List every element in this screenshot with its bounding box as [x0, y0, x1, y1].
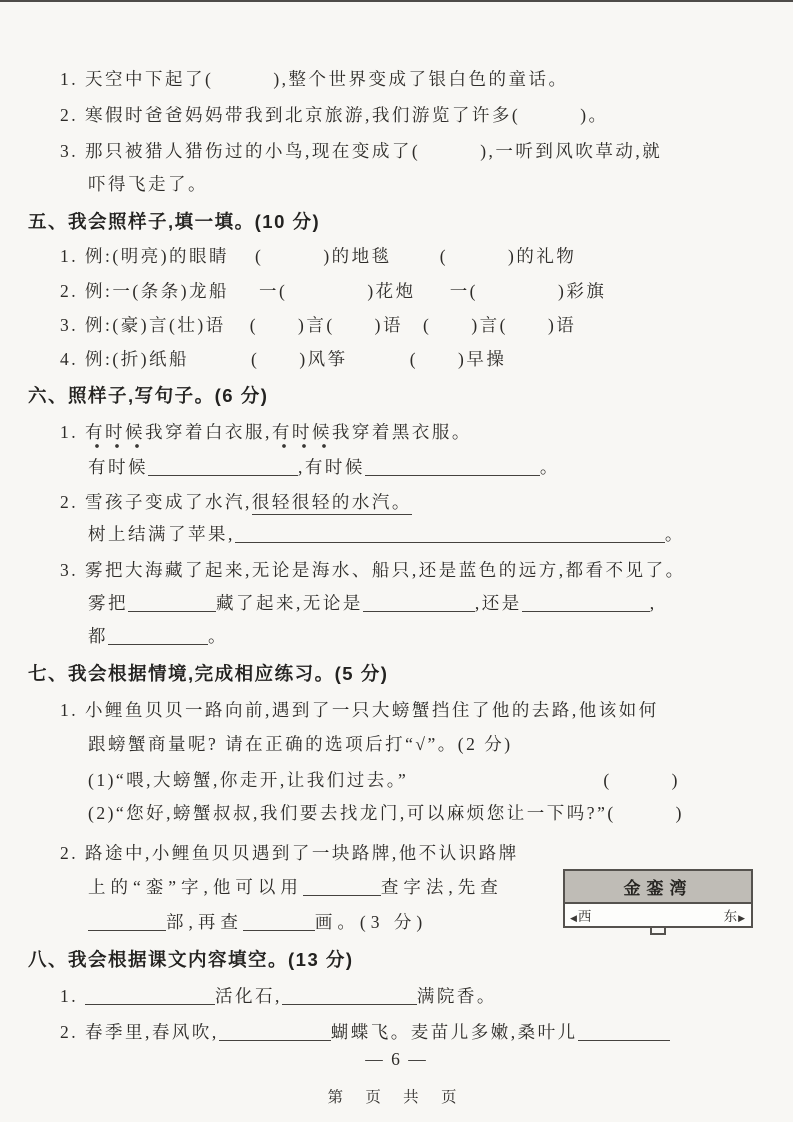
text-run: 画。(3 分) [314, 912, 428, 932]
text-run: ,还是 [474, 593, 522, 613]
question-line [60, 312, 576, 338]
question-line [60, 102, 609, 128]
footer-note-text: 第 页 共 页 [327, 1089, 466, 1106]
answer-blank[interactable] [243, 913, 315, 932]
text-run: 1. 例:(明亮)的眼睛 [60, 246, 230, 266]
answer-line [88, 454, 560, 480]
section-heading-5 [28, 209, 320, 235]
text-run: 雾把 [88, 593, 128, 613]
answer-paren[interactable]: ( ) [607, 803, 684, 823]
answer-blank[interactable] [148, 458, 298, 477]
answer-blank[interactable] [85, 987, 215, 1006]
text-run: 1. [60, 986, 85, 1006]
text-run: 1. [60, 422, 85, 442]
text-run: 我穿着黑衣服。 [331, 422, 472, 442]
option-text: (2)“您好,螃蟹叔叔,我们要去找龙门,可以麻烦您让一下吗?” [88, 803, 608, 823]
answer-line [88, 590, 657, 616]
road-sign-post [650, 926, 666, 935]
text-run: 一( )彩旗 [449, 281, 607, 301]
page-number-text: — 6 — [365, 1049, 428, 1069]
text-run: 吓得飞走了。 [88, 174, 208, 194]
text-run: ( )早操 [409, 349, 507, 369]
road-sign-title: 金銮湾 [565, 871, 751, 904]
question-line [60, 278, 606, 304]
answer-blank[interactable] [88, 913, 166, 932]
text-run: ( )言( )语 [423, 315, 577, 335]
text-run: ( )言( )语 [249, 315, 403, 335]
section-heading-6 [28, 383, 268, 409]
text-run: 2. 雪孩子变成了水汽, [60, 492, 252, 512]
question-line [60, 138, 662, 164]
west-arrow-icon: ◀ [570, 913, 578, 923]
answer-blank[interactable] [365, 458, 540, 477]
text-run: 。 [539, 457, 560, 477]
road-sign-directions [565, 904, 751, 926]
east-label: 东 [723, 909, 739, 924]
section-heading-7 [28, 661, 388, 687]
text-run: 查字法,先查 [380, 877, 503, 897]
text-run: ( )的礼物 [439, 246, 577, 266]
text-run: 2. 路途中,小鲤鱼贝贝遇到了一块路牌,他不认识路牌 [60, 843, 519, 863]
question-line [60, 557, 686, 583]
east-direction [724, 905, 746, 925]
text-run: 一( )花炮 [259, 281, 416, 301]
answer-line [88, 874, 503, 900]
text-run: 2. 寒假时爸爸妈妈带我到北京旅游,我们游览了许多( )。 [60, 105, 609, 125]
text-run: 2. 例:一(条条)龙船 [60, 281, 230, 301]
question-line [88, 731, 513, 757]
underlined-text: 很轻很轻的水汽。 [252, 492, 412, 515]
text-run: 。 [664, 524, 685, 544]
answer-blank[interactable] [282, 987, 417, 1006]
heading-text: 七、我会根据情境,完成相应练习。(5 分) [28, 663, 389, 684]
heading-text: 五、我会照样子,填一填。(10 分) [28, 211, 321, 232]
west-direction [570, 905, 592, 925]
text-run: ,有时候 [298, 457, 365, 477]
text-run: 1. 天空中下起了( ),整个世界变成了银白色的童话。 [60, 69, 569, 89]
heading-text: 八、我会根据课文内容填空。(13 分) [28, 949, 354, 970]
text-run: 都 [88, 626, 108, 646]
text-run: 4. 例:(折)纸船 [60, 349, 190, 369]
question-line [60, 346, 506, 372]
footer-note [0, 1085, 793, 1111]
question-line [60, 66, 569, 92]
text-run: 。 [208, 626, 228, 646]
text-run: 3. 例:(豪)言(壮)语 [60, 315, 226, 335]
page-number [0, 1046, 793, 1072]
answer-blank[interactable] [578, 1023, 670, 1042]
text-run: 上的“銮”字,他可以用 [88, 877, 303, 897]
answer-blank[interactable] [522, 594, 650, 613]
east-arrow-icon: ▶ [738, 913, 746, 923]
text-run: 3. 那只被猎人猎伤过的小鸟,现在变成了( ),一听到风吹草动,就 [60, 141, 663, 161]
text-run: 满院香。 [416, 986, 497, 1006]
text-run: 1. 小鲤鱼贝贝一路向前,遇到了一只大螃蟹挡住了他的去路,他该如何 [60, 700, 659, 720]
text-run: 树上结满了苹果, [88, 524, 235, 544]
emphasized-text: 有时候 [85, 422, 145, 449]
page-top-border [0, 0, 793, 2]
answer-blank[interactable] [128, 594, 216, 613]
heading-text: 六、照样子,写句子。(6 分) [28, 385, 269, 406]
answer-blank[interactable] [219, 1023, 331, 1042]
option-text: (1)“喂,大螃蟹,你走开,让我们过去。” [88, 770, 409, 790]
text-run: 蝴蝶飞。麦苗儿多嫩,桑叶儿 [330, 1022, 578, 1042]
west-label: 西 [577, 909, 593, 924]
text-run: 藏了起来,无论是 [216, 593, 363, 613]
text-run: 我穿着白衣服, [145, 422, 272, 442]
option-line [88, 800, 684, 826]
answer-paren[interactable]: ( ) [603, 770, 680, 790]
text-run: 3. 雾把大海藏了起来,无论是海水、船只,还是蓝色的远方,都看不见了。 [60, 560, 686, 580]
emphasized-text: 有时候 [272, 422, 332, 449]
question-line [60, 697, 659, 723]
text-run: 部,再查 [166, 912, 243, 932]
question-line [60, 840, 519, 866]
text-run: , [649, 593, 657, 613]
answer-line [88, 623, 228, 649]
text-run: ( )风筝 [251, 349, 348, 369]
text-run: 2. 春季里,春风吹, [60, 1022, 219, 1042]
text-run: 活化石, [215, 986, 282, 1006]
text-run: ( )的地毯 [255, 246, 392, 266]
answer-blank[interactable] [303, 878, 381, 897]
answer-blank[interactable] [108, 627, 208, 646]
question-line [60, 489, 412, 515]
road-sign [563, 869, 753, 928]
question-line [60, 243, 576, 269]
answer-blank[interactable] [235, 525, 665, 544]
section-heading-8 [28, 947, 354, 973]
text-run: 跟螃蟹商量呢? 请在正确的选项后打“√”。(2 分) [88, 734, 513, 754]
answer-line [88, 521, 685, 547]
answer-line [88, 909, 427, 935]
answer-line [60, 1019, 670, 1045]
question-line [60, 419, 472, 445]
answer-blank[interactable] [363, 594, 475, 613]
question-line [88, 171, 208, 197]
option-line [88, 767, 680, 793]
answer-line [60, 983, 497, 1009]
text-run: 有时候 [88, 457, 148, 477]
